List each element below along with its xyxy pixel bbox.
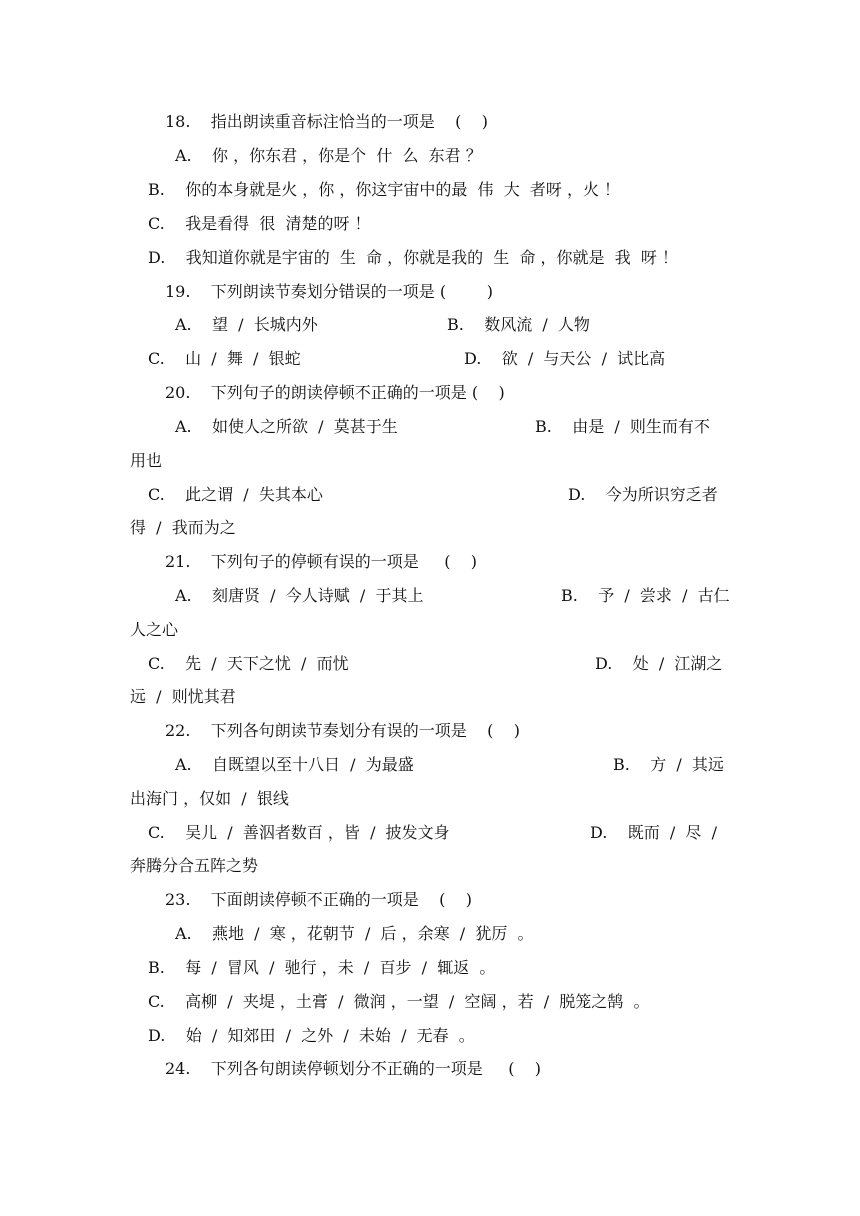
question-18-stem: 18. 指出朗读重音标注恰当的一项是 ( ): [165, 112, 488, 131]
option-continuation: 奔腾分合五阵之势: [130, 856, 259, 875]
option-line: B. 予 / 尝求 / 古仁: [561, 586, 730, 605]
option-line: A. 如使人之所欲 / 莫甚于生: [175, 417, 398, 436]
option-line: B. 每 / 冒风 / 驰行 ，未 / 百步 / 辄返 。: [148, 958, 496, 977]
option-line: C. 此之谓 / 失其本心: [148, 485, 323, 504]
option-line: C. 先 / 天下之忧 / 而忧: [148, 654, 349, 673]
option-continuation: 远 / 则忧其君: [130, 687, 236, 706]
question-21-stem: 21. 下列句子的停顿有误的一项是 ( ): [165, 552, 478, 571]
option-line: A. 燕地 / 寒 ，花朝节 / 后 ，余寒 / 犹厉 。: [175, 924, 534, 943]
option-line: B. 数风流 / 人物: [447, 315, 590, 334]
option-line: B. 你的本身就是火 ，你 ，你这宇宙中的最 伟 大 者呀 ，火 ！: [148, 180, 621, 199]
option-continuation: 得 / 我而为之: [130, 518, 236, 537]
option-line: D. 处 / 江湖之: [595, 654, 723, 673]
question-24-stem: 24. 下列各句朗读停顿划分不正确的一项是 ( ): [165, 1059, 542, 1078]
option-line: C. 山 / 舞 / 银蛇: [148, 349, 301, 368]
option-line: D. 今为所识穷乏者: [568, 485, 718, 504]
question-19-stem: 19. 下列朗读节奏划分错误的一项是 ( ): [165, 282, 494, 301]
option-line: A. 你 ，你东君 ，你是个 什 么 东君 ？: [175, 146, 482, 165]
option-line: D. 我知道你就是宇宙的 生 命 ，你就是我的 生 命 ，你就是 我 呀 ！: [148, 248, 678, 267]
option-line: C. 吴儿 / 善泅者数百 ，皆 / 披发文身: [148, 823, 450, 842]
question-20-stem: 20. 下列句子的朗读停顿不正确的一项是 ( ): [165, 383, 505, 402]
question-22-stem: 22. 下列各句朗读节奏划分有误的一项是 ( ): [165, 721, 520, 740]
option-continuation: 人之心: [130, 620, 179, 639]
option-continuation: 用也: [130, 451, 163, 470]
option-line: A. 刻唐贤 / 今人诗赋 / 于其上: [175, 586, 424, 605]
option-line: C. 我是看得 很 清楚的呀 ！: [148, 214, 371, 233]
option-line: A. 自既望以至十八日 / 为最盛: [175, 755, 414, 774]
option-line: B. 由是 / 则生而有不: [535, 417, 710, 436]
option-line: D. 始 / 知郊田 / 之外 / 未始 / 无春 。: [148, 1026, 475, 1045]
option-line: D. 欲 / 与天公 / 试比高: [464, 349, 666, 368]
option-line: C. 高柳 / 夹堤 ，土膏 / 微润 ，一望 / 空阔 ，若 / 脱笼之鹄 。: [148, 992, 650, 1011]
question-23-stem: 23. 下面朗读停顿不正确的一项是 ( ): [165, 890, 472, 909]
option-line: A. 望 / 长城内外: [175, 315, 318, 334]
option-line: D. 既而 / 尽 /: [590, 823, 717, 842]
option-line: B. 方 / 其远: [613, 755, 724, 774]
option-continuation: 出海门 ，仅如 / 银线: [130, 789, 289, 808]
